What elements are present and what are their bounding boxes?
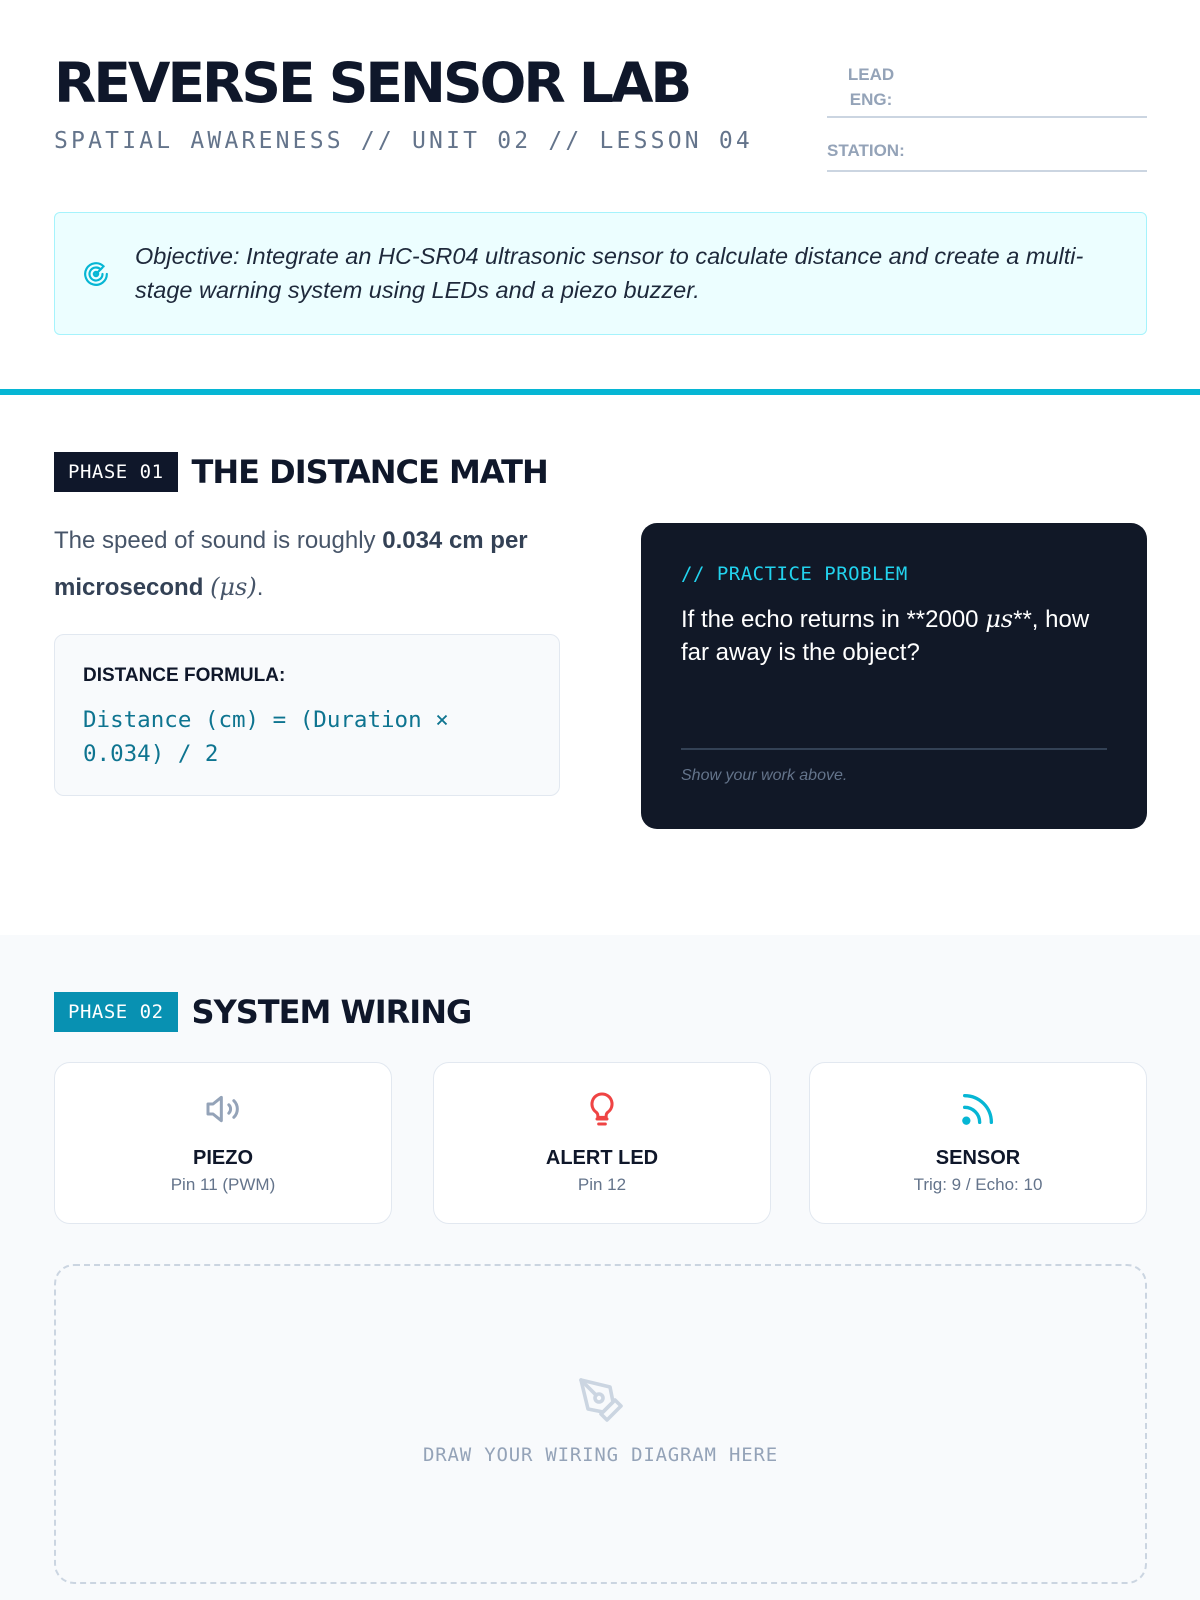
page-header xyxy=(54,0,1147,200)
formula-label: DISTANCE FORMULA: xyxy=(83,665,286,686)
intro-prefix: The speed of sound is roughly xyxy=(54,527,383,554)
practice-problem-card xyxy=(641,523,1147,829)
speed-of-sound-text xyxy=(54,518,564,611)
objective-text: Objective: Integrate an HC-SR04 ultrasonic sensor to calculate distance and create a multi-stage warning system using LEDs and a piezo buzzer. xyxy=(135,243,1084,303)
speaker-icon xyxy=(203,1089,243,1129)
formula-code: Distance (cm) = (Duration × 0.034) / 2 xyxy=(83,707,449,767)
objective-callout xyxy=(54,212,1147,335)
piezo-card xyxy=(54,1062,392,1224)
lead-eng-field[interactable] xyxy=(827,60,1147,118)
piezo-pin: Pin 11 (PWM) xyxy=(170,1175,276,1194)
intro-bold: 0.034 cm per microsecond xyxy=(54,527,528,601)
section-divider xyxy=(0,389,1200,395)
alert-led-card xyxy=(433,1062,771,1224)
phase-01-tag: PHASE 01 xyxy=(54,452,178,492)
sensor-card xyxy=(809,1062,1147,1224)
wiring-diagram-area[interactable] xyxy=(54,1264,1147,1584)
intro-unit: (μs) xyxy=(210,573,257,601)
answer-line[interactable] xyxy=(681,748,1107,750)
lightbulb-icon xyxy=(582,1089,622,1129)
distance-formula-box xyxy=(54,634,560,796)
question-suffix: **, how far away is the object? xyxy=(681,606,1090,666)
phase-02-title: SYSTEM WIRING xyxy=(191,993,472,1031)
draw-label: DRAW YOUR WIRING DIAGRAM HERE xyxy=(423,1444,778,1466)
station-field[interactable] xyxy=(827,138,1147,172)
pen-tool-icon xyxy=(577,1376,625,1424)
sensor-pin: Trig: 9 / Echo: 10 xyxy=(913,1175,1043,1194)
practice-question xyxy=(681,603,1101,669)
station-label: STATION: xyxy=(827,141,905,160)
phase-01-title: THE DISTANCE MATH xyxy=(191,453,548,491)
page-subtitle: SPATIAL AWARENESS // UNIT 02 // LESSON 04 xyxy=(54,128,753,154)
question-prefix: If the echo returns in **2000 xyxy=(681,606,986,633)
alert-led-title: ALERT LED xyxy=(545,1147,659,1169)
alert-led-pin: Pin 12 xyxy=(577,1175,627,1194)
intro-suffix: . xyxy=(256,574,264,601)
page-title: REVERSE SENSOR LAB xyxy=(54,51,690,115)
question-unit: μs xyxy=(985,605,1014,633)
phase-02-tag: PHASE 02 xyxy=(54,992,178,1032)
lead-eng-label: LEAD ENG: xyxy=(847,65,895,109)
practice-kicker: // PRACTICE PROBLEM xyxy=(681,563,908,585)
radar-target-icon xyxy=(83,261,109,287)
phase-01-header xyxy=(54,452,548,492)
signal-waves-icon xyxy=(958,1089,998,1129)
practice-hint: Show your work above. xyxy=(681,767,848,784)
piezo-title: PIEZO xyxy=(192,1147,253,1169)
sensor-title: SENSOR xyxy=(935,1147,1021,1169)
phase-02-header xyxy=(54,992,471,1032)
